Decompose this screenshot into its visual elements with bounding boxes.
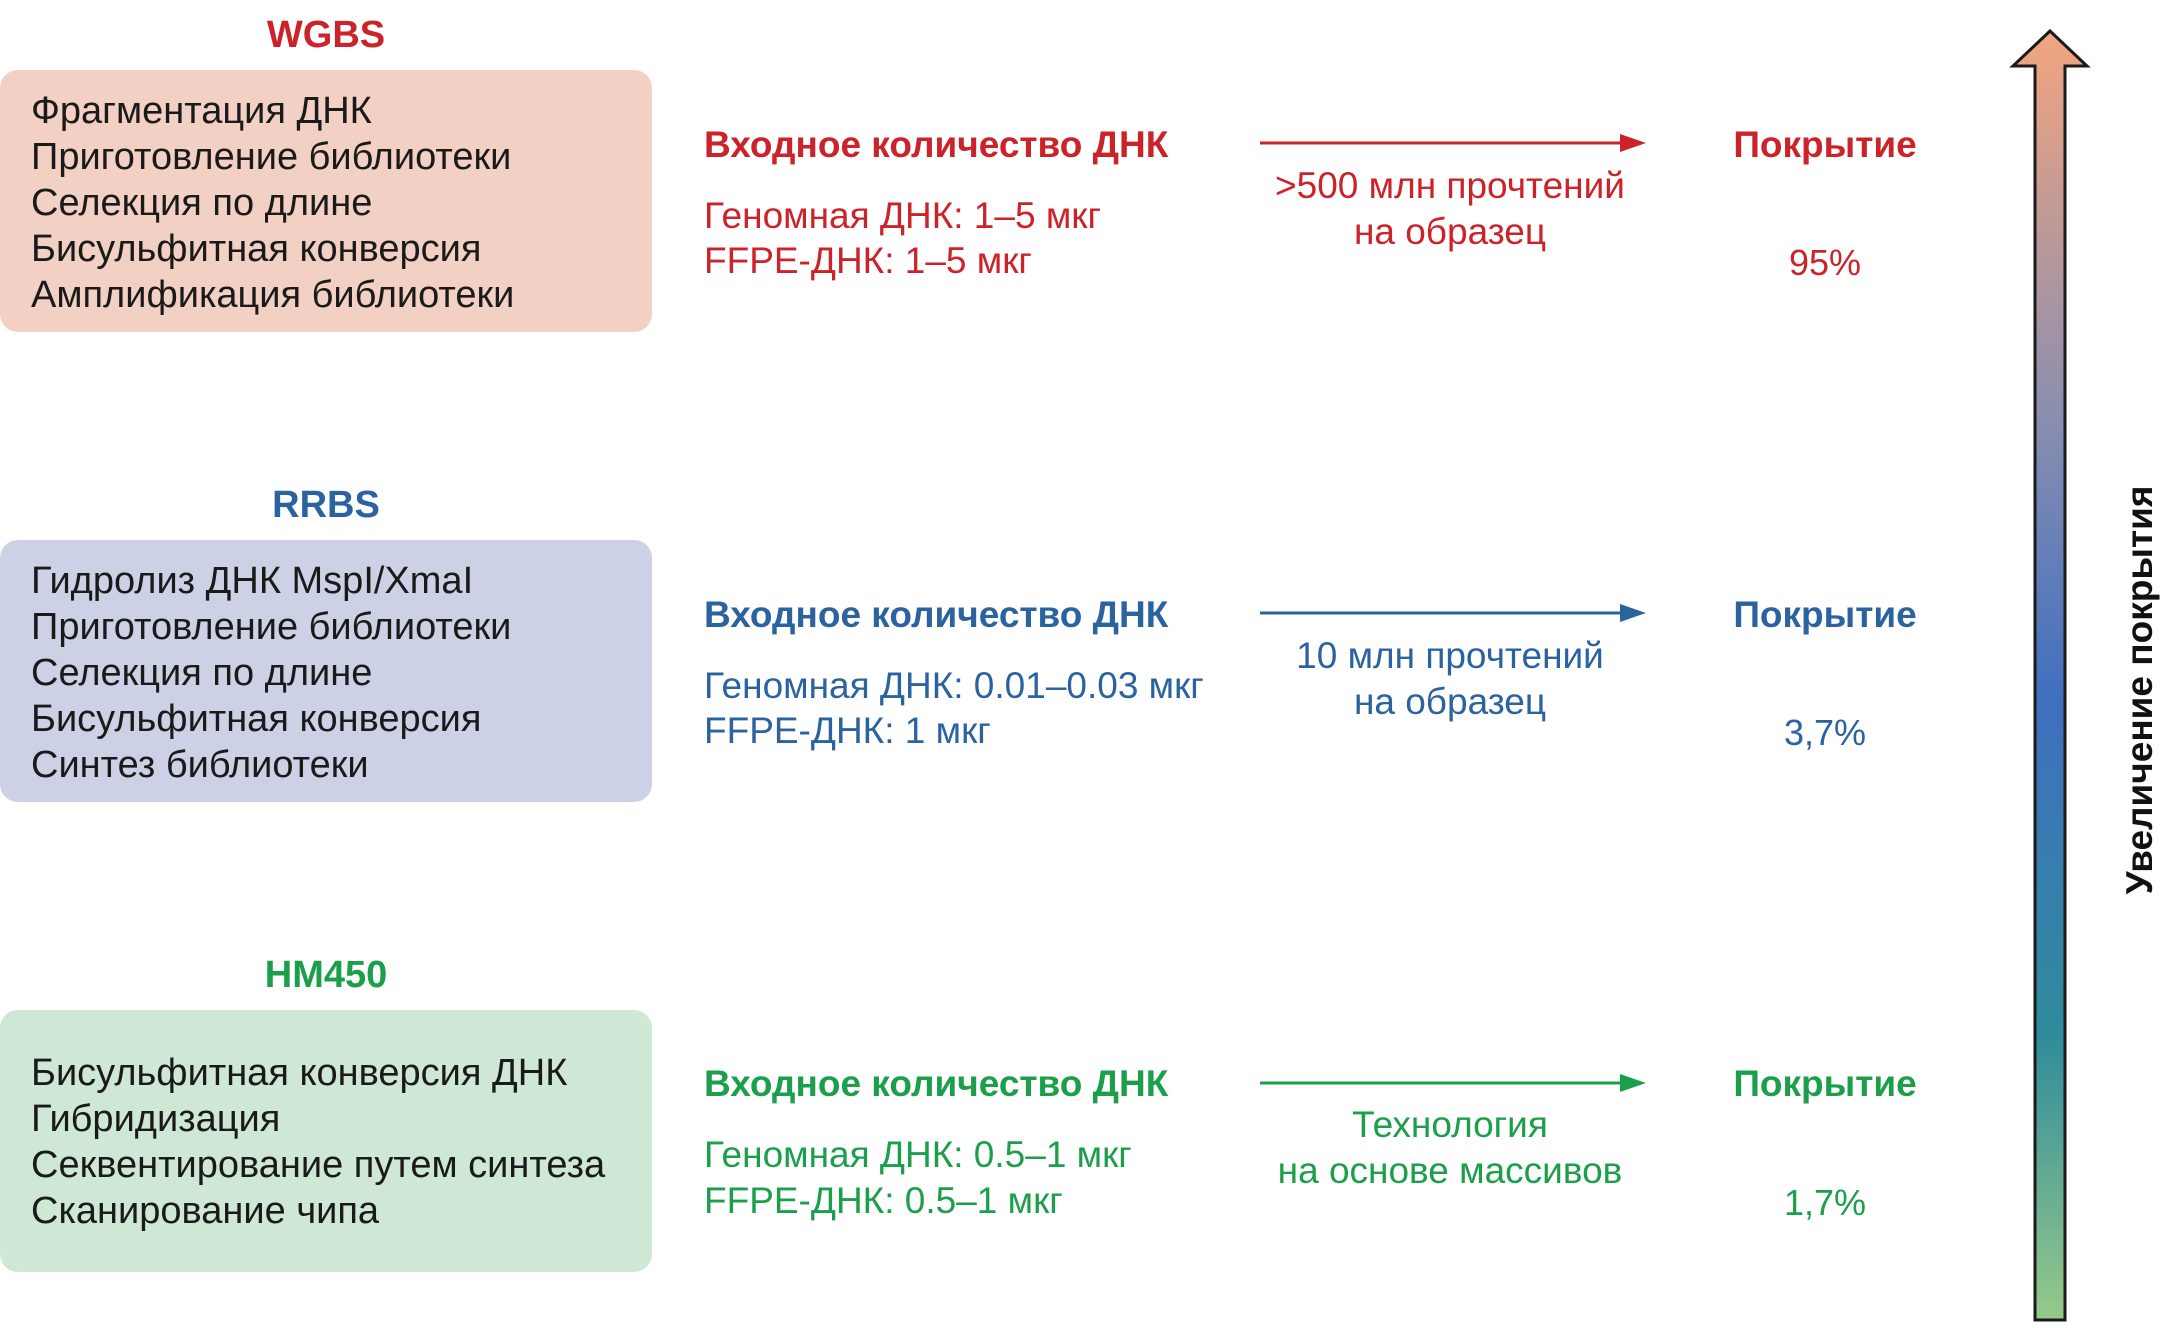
method-title-wgbs: WGBS: [266, 14, 386, 56]
input-title-rrbs: Входное количество ДНК: [704, 594, 1169, 635]
method-title-hm450: HM450: [264, 954, 388, 996]
input-line-genomic-hm450: Геномная ДНК: 0.5–1 мкг: [704, 1134, 1132, 1175]
reads-line: Технология: [1352, 1104, 1548, 1145]
step-item: Сканирование чипа: [31, 1190, 380, 1232]
reads-rrbs: [1230, 633, 1670, 725]
arrow-rrbs: [1260, 603, 1646, 623]
reads-hm450: [1230, 1102, 1670, 1194]
input-line-genomic-wgbs: Геномная ДНК: 1–5 мкг: [704, 195, 1101, 236]
steps-list-hm450: [31, 1050, 652, 1234]
steps-box-rrbs: [0, 540, 652, 802]
step-item: Бисульфитная конверсия ДНК: [31, 1052, 568, 1094]
input-title-hm450: Входное количество ДНК: [704, 1063, 1169, 1104]
reads-wgbs: [1230, 163, 1670, 255]
steps-list-rrbs: [31, 558, 652, 788]
steps-box-hm450: [0, 1010, 652, 1272]
step-item: Бисульфитная конверсия: [31, 698, 482, 740]
reads-line: >500 млн прочтений: [1275, 165, 1625, 206]
coverage-scale-arrow: [2010, 28, 2090, 1328]
reads-line: 10 млн прочтений: [1296, 635, 1604, 676]
step-item: Бисульфитная конверсия: [31, 228, 482, 270]
step-item: Синтез библиотеки: [31, 744, 369, 786]
arrow-hm450: [1260, 1073, 1646, 1093]
step-item: Фрагментация ДНК: [31, 90, 372, 132]
input-title-wgbs: Входное количество ДНК: [704, 124, 1169, 165]
method-title-rrbs: RRBS: [272, 484, 380, 526]
input-line-ffpe-rrbs: FFPE-ДНК: 1 мкг: [704, 710, 991, 751]
step-item: Амплификация библиотеки: [31, 274, 515, 316]
coverage-title-rrbs: Покрытие: [1733, 594, 1917, 635]
steps-box-wgbs: [0, 70, 652, 332]
coverage-value-rrbs: 3,7%: [1783, 712, 1867, 753]
step-item: Приготовление библиотеки: [31, 136, 512, 178]
input-line-genomic-rrbs: Геномная ДНК: 0.01–0.03 мкг: [704, 665, 1204, 706]
input-line-ffpe-hm450: FFPE-ДНК: 0.5–1 мкг: [704, 1180, 1063, 1221]
input-line-ffpe-wgbs: FFPE-ДНК: 1–5 мкг: [704, 240, 1032, 281]
step-item: Гибридизация: [31, 1098, 281, 1140]
reads-line: на основе массивов: [1277, 1150, 1623, 1191]
coverage-title-hm450: Покрытие: [1733, 1063, 1917, 1104]
step-item: Приготовление библиотеки: [31, 606, 512, 648]
coverage-title-wgbs: Покрытие: [1733, 124, 1917, 165]
reads-line: на образец: [1353, 211, 1547, 252]
step-item: Гидролиз ДНК MspI/XmaI: [31, 560, 474, 602]
coverage-value-wgbs: 95%: [1788, 242, 1862, 283]
step-item: Секвентирование путем синтеза: [31, 1144, 606, 1186]
reads-line: на образец: [1353, 681, 1547, 722]
steps-list-wgbs: [31, 88, 652, 318]
step-item: Селекция по длине: [31, 182, 373, 224]
coverage-scale-label: Увеличение покрытия: [2119, 485, 2160, 895]
arrow-wgbs: [1260, 133, 1646, 153]
coverage-value-hm450: 1,7%: [1783, 1182, 1867, 1223]
step-item: Селекция по длине: [31, 652, 373, 694]
